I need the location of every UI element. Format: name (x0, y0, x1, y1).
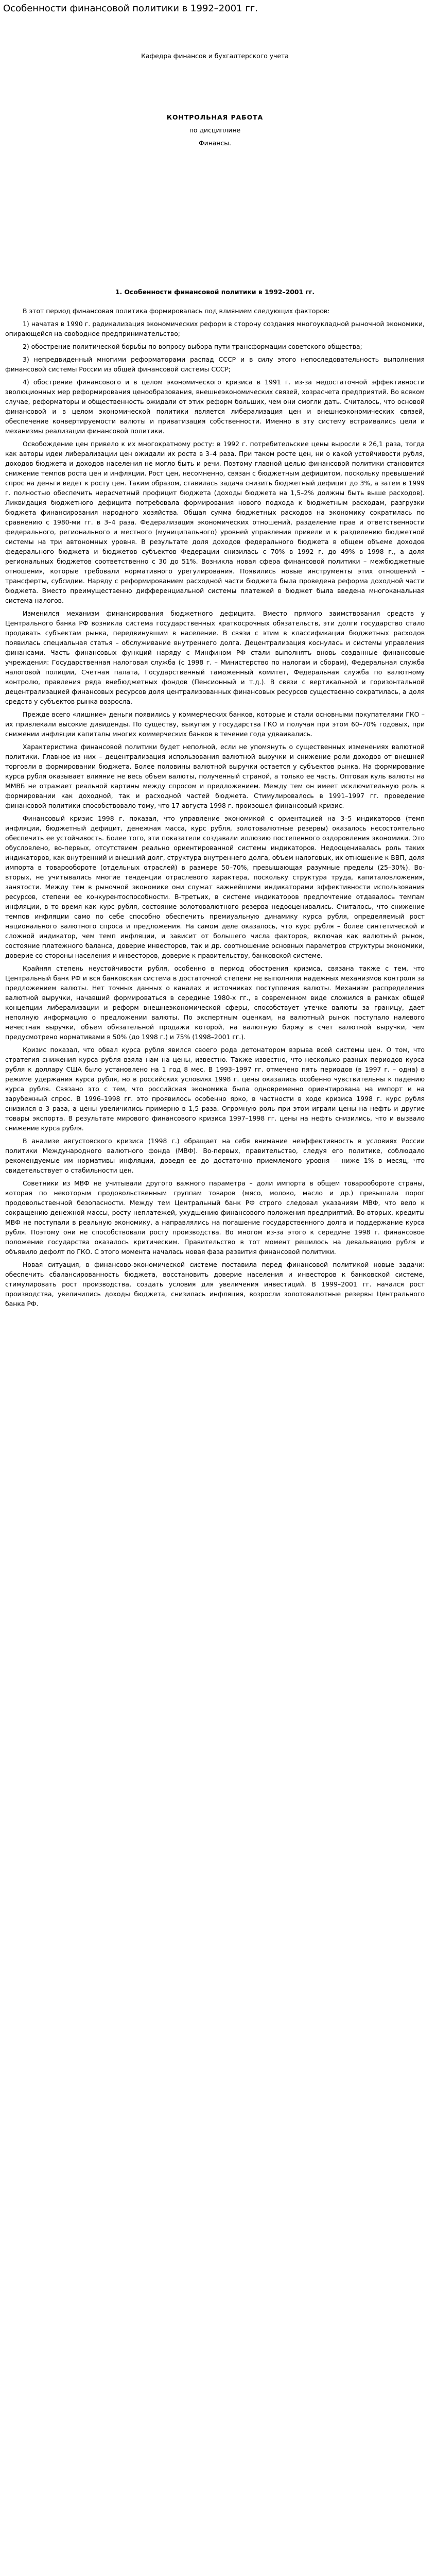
paragraph: 2) обострение политической борьбы по вопросу выбора пути трансформации советского общества; (23, 343, 362, 350)
paragraph: Кризис показал, что обвал курса рубля явился своего рода детонатором взрыва всей системы цен. О том, что стратегия снижения курса рубля взяла нам на цены, известно. Также известно, что несколько разных периодов курса рубля к доллару США было установлено на 1 год 8 мес. В 1993–1997 гг. отмечено пять периодов (в 1997 г. – одна) в режиме удержания курса рубля, но в российских условиях 1998 г. цены оказались особенно чувствительны к падению курса рубля. Связано это с тем, что российская экономика была одновременно ориентирована на импорт и на зарубежный спрос. В 1996–1998 гг. это проявилось особенно ярко, в частности в ходе кризиса 1998 г. курс рубля снизился в 3 раза, а цены увеличились примерно в 1,5 раза. Огромную роль при этом играли цены на нефть и другие товары экспорта. В результате мирового финансового кризиса 1997–1998 гг. цены на нефть снизились, что и вызвало снижение курса рубля. (5, 1046, 425, 1132)
paragraph: 1) начатая в 1990 г. радикализация экономических реформ в сторону создания многоукладной рыночной экономики, опирающейся на свободное предпринимательство; (5, 320, 425, 337)
paragraph: Изменился механизм финансирования бюджетного дефицита. Вместо прямого заимствования средств у Центрального банка РФ возникла система государственных краткосрочных обязательств, эти долги государство стало продавать субъектам рынка, передвинувшим в население. В связи с этим в классификации бюджетных расходов появилась специальная статья – обслуживание внутреннего долга. Децентрализация коснулась и системы управления финансами. Часть финансовых функций наряду с Минфином РФ стали выполнять вновь созданные финансовые учреждения: Государственная налоговая служба (с 1998 г. – Министерство по налогам и сборам), Федеральная служба налоговой полиции, Счетная палата, Государственный таможенный комитет, Федеральная служба по валютному контролю, правления ряда внебюджетных фондов (Пенсионный и т.д.). В связи с вертикальной и горизонтальной децентрализацией финансовых ресурсов доля централизованных финансовых ресурсов существенно сократилась, а доля средств у субъектов рынка возросла. (5, 609, 425, 705)
paragraph: Новая ситуация, в финансово-экономической системе поставила перед финансовой политикой новые задачи: обеспечить сбалансированность бюджета, восстановить доверие населения и инвесторов к банковской системе, стимулировать рост производства, создать условия для увеличения инвестиций. В 1999–2001 гг. начался рост производства, увеличились доходы бюджета, снизилась инфляция, возросли золотовалютные резервы Центрального банка РФ. (5, 1261, 425, 1308)
department-name: Кафедра финансов и бухгалтерского учета (141, 52, 289, 60)
paragraph: 3) непредвиденный многими реформаторами распад СССР и в силу этого непоследовательность выполнения финансовой системы России из общей финансовой системы СССР; (5, 355, 425, 373)
paragraph: Крайняя степень неустойчивости рубля, особенно в период обострения кризиса, связана также с тем, что Центральный банк РФ и вся банковская система в достаточной степени не выполняли надежных механизмов контроля за предложением валюты. Нет точных данных о каналах и источниках поступления валюты. Механизм распределения валютной выручки, начавший формироваться в середине 1980-х гг., в современном виде сложился в рамках общей концепции либерализации и реформ внешнеэкономической сферы, способствует утечке валюты за границу, дает неполную информацию о предложении валюты. По экспертным оценкам, на валютный рынок поступало налевого нечестная выручки, объем обязательной продажи которой, на валютную биржу в счет валютной выручки, чем предусмотрено нормативами в 50% (до 1998 г.) и 75% (1998–2001 гг.). (5, 964, 425, 1041)
paragraph: Финансовый кризис 1998 г. показал, что управление экономикой с ориентацией на 3–5 индикаторов (темп инфляции, бюджетный дефицит, денежная масса, курс рубля, золотовалютные резервы) оказалось несостоятельно обеспечить ее устойчивость. Более того, эти показатели создавали иллюзию постепенного оздоровления экономики. Это обусловлено, во-первых, отсутствием реально ориентированной системы индикаторов. Недооценивалась роль таких индикаторов, как внутренний и внешний долг, структура внутреннего долга, объем налоговых, их отношение к ВВП, доля импорта в товарообороте (отдельных отраслей) в размере 50–70%, превышающая разумные пределы (25–30%). Во-вторых, не учитывались многие тенденции отраслевого характера, поскольку структура труда, капиталовложения, занятости. Между тем в рыночной экономике они служат важнейшими индикаторами эффективности использования ресурсов, степени ее конкурентоспособности. В-третьих, в системе индикаторов предпочтение отдавалось темпам инфляции, в то время как курс рубля, состояние золотовалютного резерва недооценивались. Считалось, что снижение темпов инфляции само по себе способно обеспечить премиуальную динамику курса рубля, определяемый рост национального валютного спроса и предложения. На самом деле оказалось, что курс рубля – более синтетической и сложной индикатор, чем темп инфляции, и зависит от большего числа факторов, включая как валютный рынок, состояние платежного баланса, доверие инвесторов, так и др. соотношение основных параметров структуры экономики, доверие со стороны населения и инвесторов, доверие к правительству, банковской системе. (5, 815, 425, 959)
section-paragraphs (5, 306, 425, 1309)
paragraph: Прежде всего «лишние» деньги появились у коммерческих банков, которые и стали основными покупателями ГКО – их привлекали высокие дивиденды. По существу, выкупая у государства ГКО и получая при этом 60–70% годовых, при снижении инфляции капиталы многих коммерческих банков в течение года удваивались. (5, 710, 425, 738)
paragraph: В этот период финансовая политика формировалась под влиянием следующих факторов: (23, 307, 330, 315)
report-subject: Финансы. (198, 139, 232, 147)
section-heading: 1. Особенности финансовой политики в 1992–2001 гг. (115, 288, 315, 296)
paragraph: Советники из МВФ не учитывали другого важного параметра – доли импорта в общем товарообороте страны, которая по некоторым продовольственным группам товаров (мясо, молоко, масло и др.) превышала порог продовольственной безопасности. Между тем Центральный банк РФ строго следовал указаниям МВФ, что вело к сокращению денежной массы, росту неплатежей, ухудшению финансового положения предприятий. Во-вторых, кредиты МВФ не поступали в реальную экономику, а направлялись на погашение государственного долга и поддержание курса рубля. Поэтому они не способствовали росту производства. Во многом из-за этого к середине 1998 г. финансовое положение государства оказалось критическим. Правительство в тот момент решилось на девальвацию рубля и объявило дефолт по ГКО. С этого момента началась новая фаза развития финансовой политики. (5, 1179, 425, 1256)
paragraph: Освобождение цен привело к их многократному росту: в 1992 г. потребительские цены выросли в 26,1 раза, тогда как авторы идеи либерализации цен ожидали их роста в 3–4 раза. При таком росте цен, ни о какой устойчивости рубля, доходов бюджета и доходов населения не могло быть и речи. Поэтому главной целью финансовой политики становится снижение темпов роста цен и инфляции. Рост цен, несомненно, связан с бюджетным дефицитом, поскольку превышений спрос на деньги ведет к росту цен. Таким образом, ставилась задача снизить бюджетный дефицит до 3%, а затем в 1999 г. полностью обеспечить нерасчетный профицит бюджета (доходы бюджета на 1,5–2% должны быть выше расходов). Ликвидация бюджетного дефицита потребовала формирования нового подхода к бюджетным расходам, разгрузки бюджета финансирования народного хозяйства. Общая сумма бюджетных расходов на экономику сократилась по сравнению с 1980-ми гг. в 3–4 раза. Федерализация экономических отношений, разделение прав и ответственности федерального, регионального и местного (муниципального) уровней управления привели и к разделению бюджетной системы на три автономных уровня. В результате доля доходов федерального бюджета в общем объеме доходов федерального бюджета и бюджетов субъектов Федерации снизилась с 70% в 1992 г. до 49% в 1998 г., а доля региональных бюджетов соответственно с 30 до 51%. Возникла новая сфера финансовой политики – межбюджетные отношения, которые требовали нормативного урегулирования. Появились новые инструменты этих отношений – трансферты, субсидии. Наряду с реформированием расходной части бюджета была проведена реформа доходной части бюджета. Вместо преимущественно дифференциальной системы платежей в бюджет была введена многоканальная система налогов. (5, 440, 425, 604)
paragraph: Характеристика финансовой политики будет неполной, если не упомянуть о существенных изменениях валютной политики. Главное из них – децентрализация использования валютной выручки и снижение роли доходов от внешней торговли в формировании бюджета. Более половины валютной выручки остается у субъектов рынка. На формирование курса рубля оказывает влияние не весь объем валюты, полученный страной, а только ее часть. Оптовая куль валюты на ММВБ не отражает реальной картины между спросом и предложением. Между тем он имеет исключительную роль в формировании как доходной, так и расходной частей бюджета. Стимулировалось в 1991–1997 гг. проведение финансовой политики способствовало тому, что 17 августа 1998 г. произошел финансовый кризис. (5, 743, 425, 809)
report-discipline: по дисциплине (189, 126, 241, 134)
page-title: Особенности финансовой политики в 1992–2001 гг. (3, 3, 258, 14)
report-title: КОНТРОЛЬНАЯ РАБОТА (166, 113, 264, 121)
paragraph: В анализе августовского кризиса (1998 г.) обращает на себя внимание неэффективность в условиях России политики Международного валютного фонда (МВФ). Во-первых, правительство, следуя его политике, соблюдало рекомендуемые им нормативы инфляции, доведя ее до достаточно приемлемого уровня – ниже 1% в месяц, что свидетельствует о стабильности цен. (5, 1137, 425, 1174)
document-body (0, 51, 436, 1309)
paragraph: 4) обострение финансового и в целом экономического кризиса в 1991 г. из-за недостаточной эффективности эволюционных мер реформирования ценообразования, внешнеэкономических связей, хозрасчета предприятий. Во всяком случае, реформаторы и общественность ожидали от этих реформ больших, чем они смогли дать. Считалось, что основой финансовой и в целом экономической политики является либерализация цен и внешнеэкономических связей, обеспечение конвертируемости валюты и приватизация собственности. Именно в эту систему встраивались цели и механизмы реализации финансовой политики. (5, 378, 425, 435)
